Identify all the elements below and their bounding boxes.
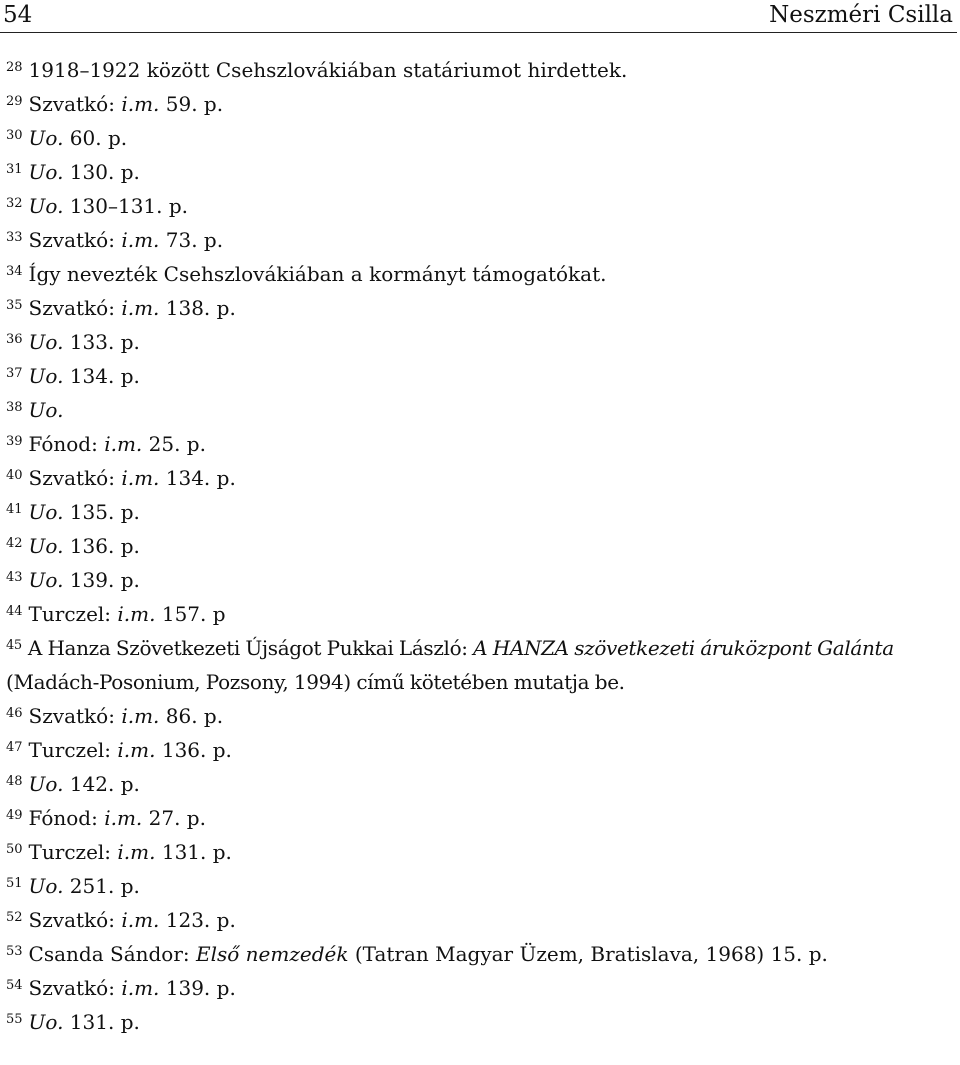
footnote-number: 39: [6, 434, 23, 449]
footnote-45: [6, 631, 954, 699]
footnote-55: [6, 1005, 954, 1039]
footnote-number: 30: [6, 128, 23, 143]
footnote-number: 34: [6, 264, 23, 279]
footnote-text: Fónod:: [28, 432, 105, 456]
footnote-italic-text: Uo.: [28, 772, 64, 796]
footnote-text: (Madách-Posonium, Pozsony, 1994) című kötetében mutatja be.: [6, 670, 625, 694]
footnote-italic-text: i.m.: [117, 602, 156, 626]
footnote-48: [6, 767, 954, 801]
footnote-number: 52: [6, 910, 23, 925]
footnote-italic-text: i.m.: [104, 806, 143, 830]
footnote-italic-text: i.m.: [121, 92, 160, 116]
footnote-number: 36: [6, 332, 23, 347]
footnote-text: 133. p.: [63, 330, 140, 354]
footnote-italic-text: i.m.: [121, 296, 160, 320]
footnote-52: [6, 903, 954, 937]
footnote-text: 251. p.: [63, 874, 140, 898]
footnotes-list: [6, 53, 954, 1039]
footnote-italic-text: i.m.: [121, 228, 160, 252]
footnote-29: [6, 87, 954, 121]
footnote-italic-text: Uo.: [28, 126, 64, 150]
footnote-italic-text: A HANZA szövetkezeti áruközpont Galánta: [473, 636, 894, 660]
footnote-number: 43: [6, 570, 23, 585]
footnote-text: Csanda Sándor:: [28, 942, 197, 966]
footnote-number: 33: [6, 230, 23, 245]
footnote-text: 135. p.: [63, 500, 140, 524]
footnote-text: 123. p.: [159, 908, 236, 932]
footnote-text: 139. p.: [63, 568, 140, 592]
footnote-text: 131. p.: [63, 1010, 140, 1034]
footnote-italic-text: Uo.: [28, 1010, 64, 1034]
footnote-47: [6, 733, 954, 767]
footnote-number: 51: [6, 876, 23, 891]
footnote-italic-text: Uo.: [28, 194, 64, 218]
footnote-41: [6, 495, 954, 529]
footnote-number: 40: [6, 468, 23, 483]
footnote-28: [6, 53, 954, 87]
footnote-text: 27. p.: [142, 806, 206, 830]
footnote-40: [6, 461, 954, 495]
footnote-number: 29: [6, 94, 23, 109]
footnote-text: 139. p.: [159, 976, 236, 1000]
footnote-text: Szvatkó:: [28, 908, 122, 932]
footnote-number: 31: [6, 162, 23, 177]
footnote-49: [6, 801, 954, 835]
footnote-text: 157. p: [155, 602, 226, 626]
footnote-44: [6, 597, 954, 631]
footnote-italic-text: i.m.: [121, 976, 160, 1000]
footnote-text: (Tatran Magyar Üzem, Bratislava, 1968) 15. p.: [348, 942, 828, 966]
footnote-text: Turczel:: [28, 738, 118, 762]
footnote-italic-text: i.m.: [121, 908, 160, 932]
footnote-italic-text: Uo.: [28, 874, 64, 898]
footnote-text: 136. p.: [63, 534, 140, 558]
footnote-text: 134. p.: [63, 364, 140, 388]
footnote-italic-text: i.m.: [104, 432, 143, 456]
footnote-italic-text: Uo.: [28, 534, 64, 558]
footnote-number: 54: [6, 978, 23, 993]
footnote-number: 45: [6, 638, 22, 653]
footnote-number: 28: [6, 60, 23, 75]
footnote-text: A Hanza Szövetkezeti Újságot Pukkai László:: [27, 636, 474, 660]
running-head-author: Neszméri Csilla: [769, 2, 953, 28]
footnote-text: Szvatkó:: [28, 296, 122, 320]
footnote-39: [6, 427, 954, 461]
footnote-text: 131. p.: [155, 840, 232, 864]
footnote-32: [6, 189, 954, 223]
footnote-number: 49: [6, 808, 23, 823]
footnote-italic-text: Uo.: [28, 364, 64, 388]
footnote-46: [6, 699, 954, 733]
footnote-text: Így nevezték Csehszlovákiában a kormányt támogatókat.: [28, 262, 607, 286]
footnote-text: Szvatkó:: [28, 92, 122, 116]
footnote-italic-text: Uo.: [28, 568, 64, 592]
footnote-number: 32: [6, 196, 23, 211]
footnote-text: 59. p.: [159, 92, 224, 116]
footnote-text: 86. p.: [159, 704, 224, 728]
footnote-51: [6, 869, 954, 903]
footnote-number: 35: [6, 298, 23, 313]
footnote-text: 1918–1922 között Csehszlovákiában statáriumot hirdettek.: [28, 58, 628, 82]
footnote-number: 53: [6, 944, 23, 959]
footnote-36: [6, 325, 954, 359]
footnote-number: 50: [6, 842, 23, 857]
footnote-42: [6, 529, 954, 563]
footnote-number: 42: [6, 536, 23, 551]
page-number: 54: [3, 2, 33, 28]
footnote-35: [6, 291, 954, 325]
footnote-number: 41: [6, 502, 23, 517]
footnote-text: Szvatkó:: [28, 704, 122, 728]
footnote-37: [6, 359, 954, 393]
footnote-text: 138. p.: [159, 296, 236, 320]
footnote-number: 37: [6, 366, 23, 381]
footnote-italic-text: Első nemzedék: [196, 942, 349, 966]
footnote-text: Szvatkó:: [28, 466, 122, 490]
footnote-30: [6, 121, 954, 155]
footnote-text: Szvatkó:: [28, 228, 122, 252]
footnote-italic-text: Uo.: [28, 398, 64, 422]
footnote-33: [6, 223, 954, 257]
footnote-text: 142. p.: [63, 772, 140, 796]
footnote-text: Szvatkó:: [28, 976, 122, 1000]
footnote-italic-text: i.m.: [117, 738, 156, 762]
footnote-43: [6, 563, 954, 597]
page-header: [0, 0, 957, 33]
footnote-number: 55: [6, 1012, 23, 1027]
footnote-italic-text: Uo.: [28, 160, 64, 184]
footnote-text: Turczel:: [28, 602, 118, 626]
footnote-number: 48: [6, 774, 23, 789]
footnote-54: [6, 971, 954, 1005]
footnote-34: [6, 257, 954, 291]
footnote-text: 25. p.: [142, 432, 206, 456]
footnote-italic-text: i.m.: [121, 704, 160, 728]
footnote-38: [6, 393, 954, 427]
footnote-number: 44: [6, 604, 23, 619]
footnote-italic-text: i.m.: [117, 840, 156, 864]
footnote-italic-text: Uo.: [28, 330, 64, 354]
footnote-number: 38: [6, 400, 23, 415]
footnote-italic-text: i.m.: [121, 466, 160, 490]
footnote-text: Fónod:: [28, 806, 105, 830]
footnote-italic-text: Uo.: [28, 500, 64, 524]
footnote-text: 130–131. p.: [63, 194, 189, 218]
footnote-53: [6, 937, 954, 971]
footnote-number: 47: [6, 740, 23, 755]
footnote-31: [6, 155, 954, 189]
footnote-number: 46: [6, 706, 23, 721]
footnote-text: 136. p.: [155, 738, 232, 762]
footnote-text: 130. p.: [63, 160, 140, 184]
footnote-text: 73. p.: [159, 228, 224, 252]
footnote-50: [6, 835, 954, 869]
footnote-text: 134. p.: [159, 466, 236, 490]
footnote-text: 60. p.: [63, 126, 128, 150]
footnote-text: Turczel:: [28, 840, 118, 864]
